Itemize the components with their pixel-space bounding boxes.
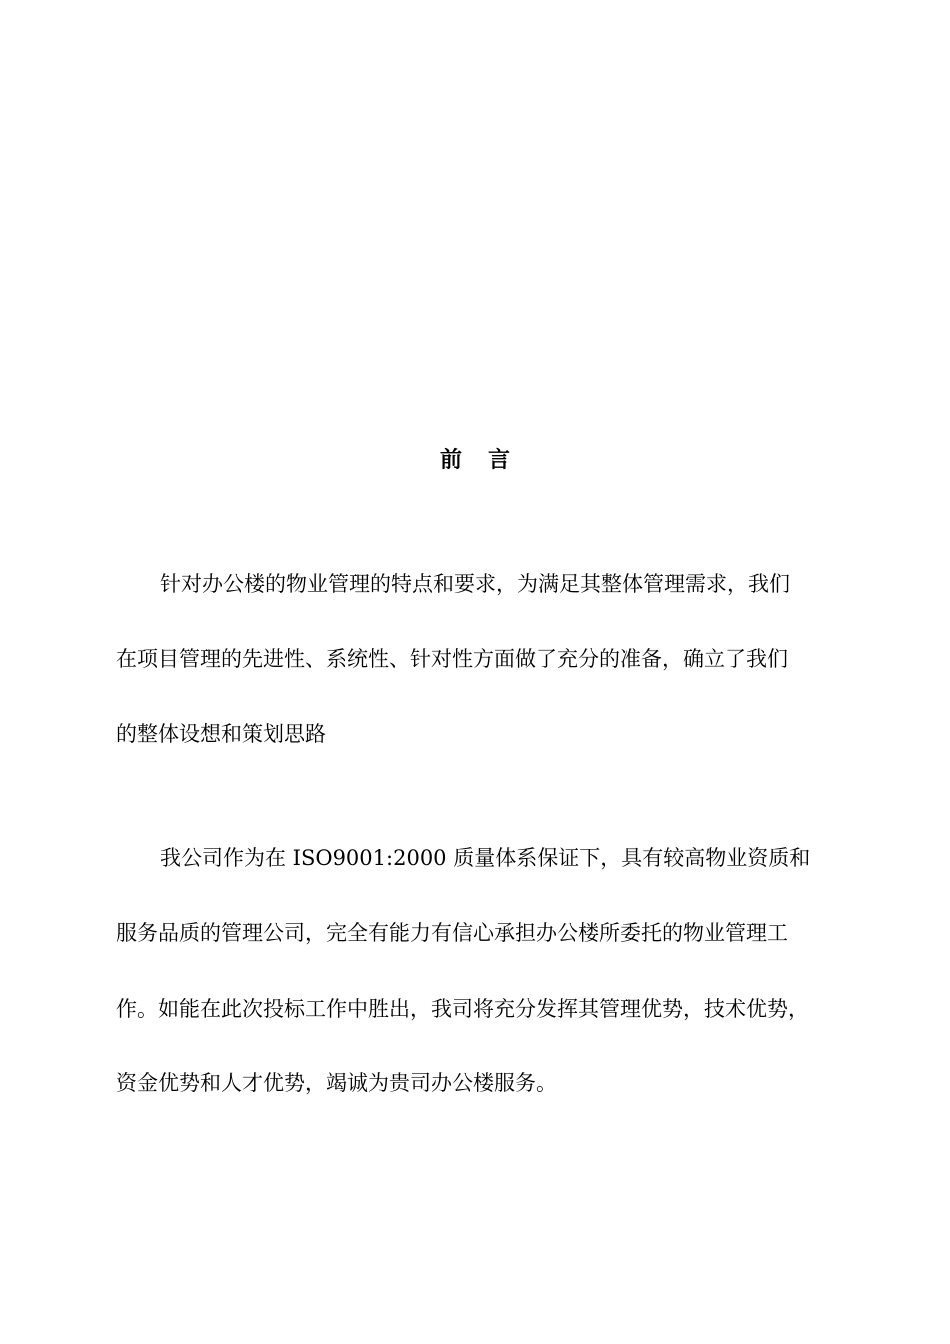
paragraph-1-line-1: 针对办公楼的物业管理的特点和要求，为满足其整体管理需求，我们 [160,572,790,596]
title-char-2: 言 [488,447,511,473]
paragraph-1-line-3: 的整体设想和策划思路 [116,722,326,746]
title-char-1: 前 [439,447,462,473]
document-title [0,444,950,476]
paragraph-1-line-2: 在项目管理的先进性、系统性、针对性方面做了充分的准备，确立了我们 [116,647,788,671]
paragraph-2-line-3: 作。如能在此次投标工作中胜出，我司将充分发挥其管理优势，技术优势， [116,997,809,1021]
paragraph-2-line-2: 服务品质的管理公司，完全有能力有信心承担办公楼所委托的物业管理工 [116,921,788,945]
paragraph-2-line-1: 我公司作为在 ISO9001:2000 质量体系保证下，具有较高物业资质和 [160,846,811,870]
paragraph-2-line-4: 资金优势和人才优势，竭诚为贵司办公楼服务。 [116,1071,557,1095]
